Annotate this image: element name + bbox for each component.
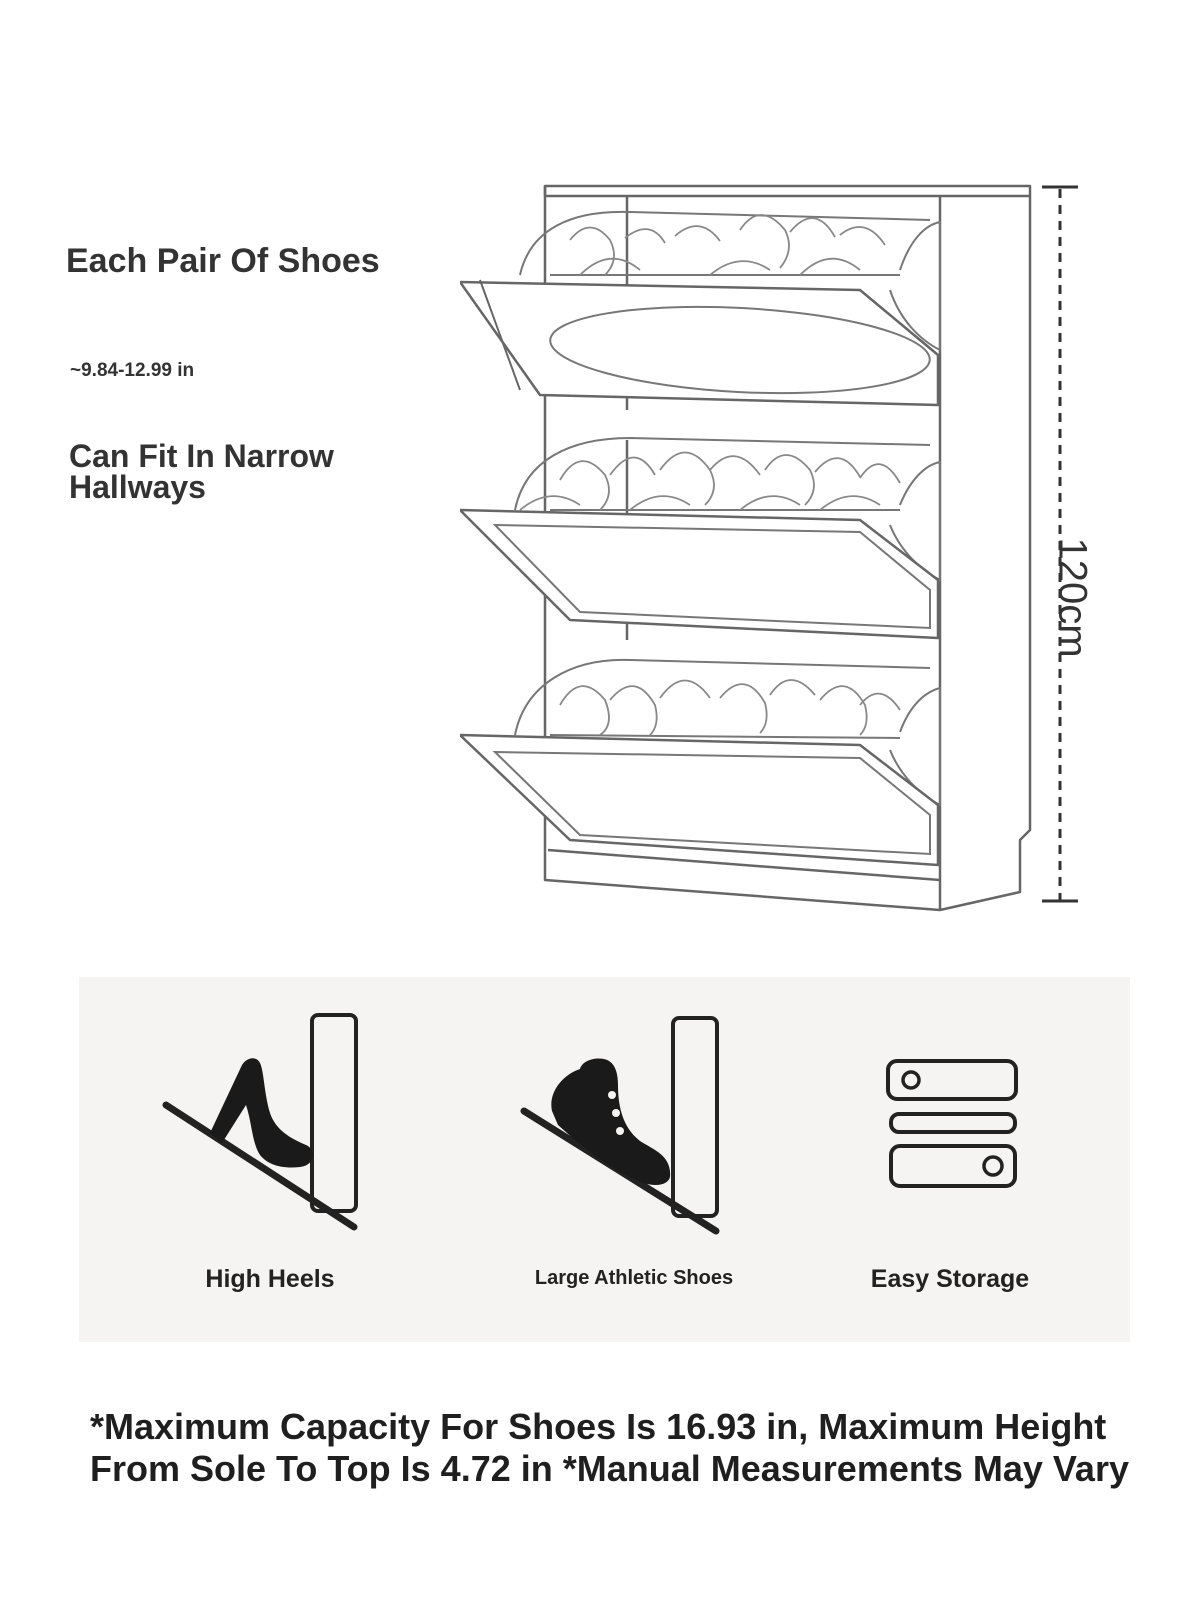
feature-label-easy-storage: Easy Storage bbox=[870, 1265, 1030, 1293]
cabinet-drawer-bottom bbox=[460, 660, 940, 865]
feature-label-athletic-shoes: Large Athletic Shoes bbox=[534, 1267, 734, 1289]
narrow-hallways-heading: Can Fit In Narrow Hallways bbox=[69, 438, 334, 505]
shoe-size-range: ~9.84-12.99 in bbox=[70, 360, 195, 381]
each-pair-heading: Each Pair Of Shoes bbox=[66, 242, 380, 280]
cabinet-drawer-middle bbox=[460, 438, 940, 638]
cabinet-drawer-top bbox=[460, 212, 940, 405]
high-heel-icon bbox=[160, 1013, 370, 1233]
height-dimension-label: 120cm bbox=[1050, 537, 1095, 658]
boot-icon bbox=[518, 1013, 728, 1238]
capacity-footnote: *Maximum Capacity For Shoes Is 16.93 in, Maximum Height From Sole To Top Is 4.72 in *Manual Measurements May Vary bbox=[90, 1406, 1129, 1489]
storage-drawers-icon bbox=[885, 1058, 1025, 1192]
shoe-cabinet-illustration bbox=[460, 180, 1040, 940]
feature-label-high-heels: High Heels bbox=[205, 1265, 335, 1293]
